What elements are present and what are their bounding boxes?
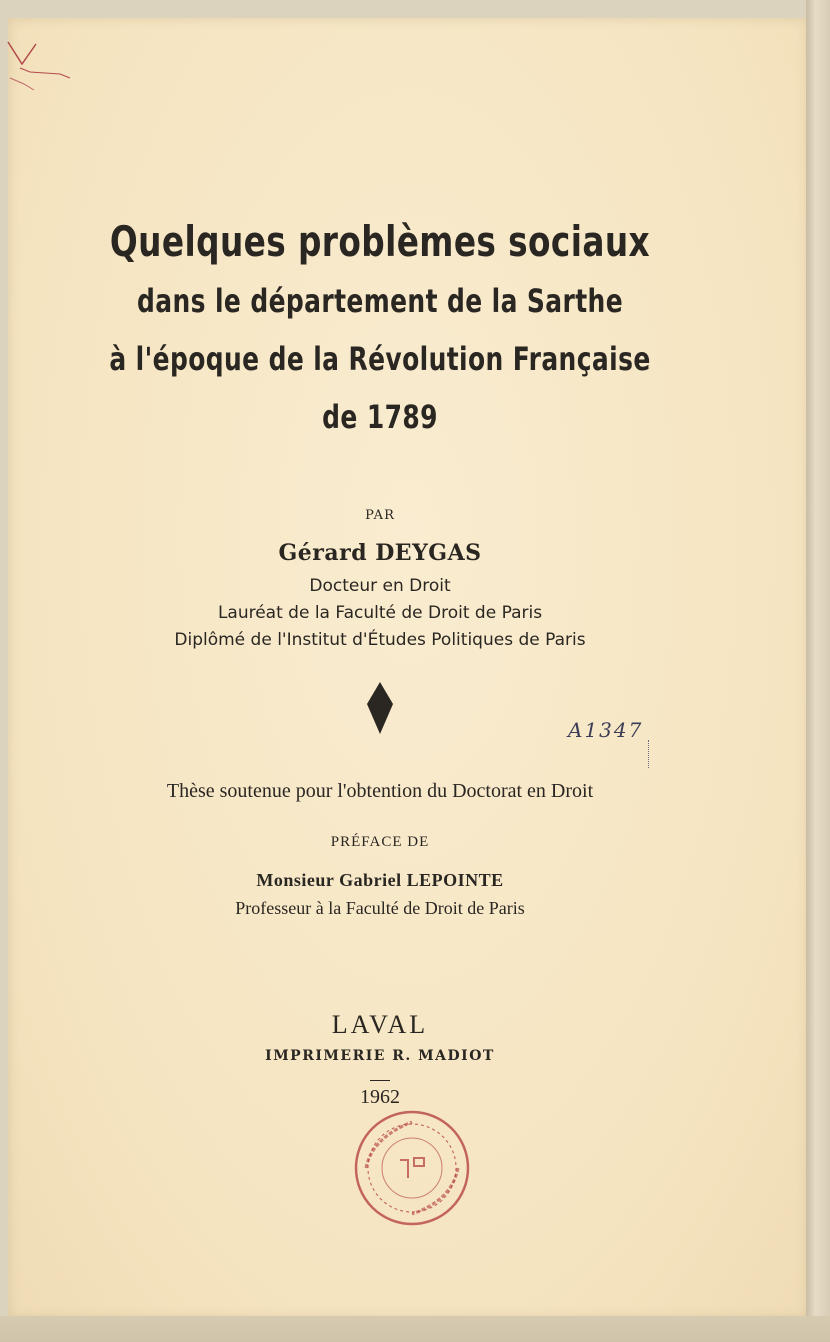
page-edge-right (806, 0, 830, 1342)
handwritten-shelfmark: A1347 (568, 718, 644, 742)
author-credential: Docteur en Droit (309, 576, 451, 596)
title-block (0, 212, 760, 446)
author-credential: Lauréat de la Faculté de Droit de Paris (217, 603, 543, 623)
imprint-printer: IMPRIMERIE R. MADIOT (265, 1048, 495, 1064)
par-label: PAR (365, 508, 395, 523)
library-stamp-icon (352, 1108, 472, 1228)
shelfmark-tick (648, 740, 651, 768)
preface-author: Monsieur Gabriel LEPOINTE (256, 870, 504, 890)
preface-label: PRÉFACE DE (330, 834, 430, 850)
corner-pencil-mark (0, 38, 80, 108)
imprint-rule (370, 1080, 390, 1081)
title-line-2: dans le département de la Sarthe (136, 282, 624, 320)
title-line-1: Quelques problèmes sociaux (109, 217, 651, 266)
author-name: Gérard DEYGAS (278, 540, 482, 566)
title-line-4: de 1789 (322, 398, 438, 436)
imprint-year: 1962 (360, 1086, 400, 1108)
diamond-ornament-icon (367, 682, 393, 734)
title-line-3: à l'époque de la Révolution Française (109, 340, 651, 378)
thesis-note: Thèse soutenue pour l'obtention du Doctorat en Droit (166, 780, 594, 802)
author-credential: Diplômé de l'Institut d'Études Politiques de Paris (174, 630, 586, 650)
page-edge-bottom (0, 1316, 830, 1342)
imprint-city: LAVAL (331, 1010, 429, 1039)
preface-author-title: Professeur à la Faculté de Droit de Paris (235, 898, 525, 918)
